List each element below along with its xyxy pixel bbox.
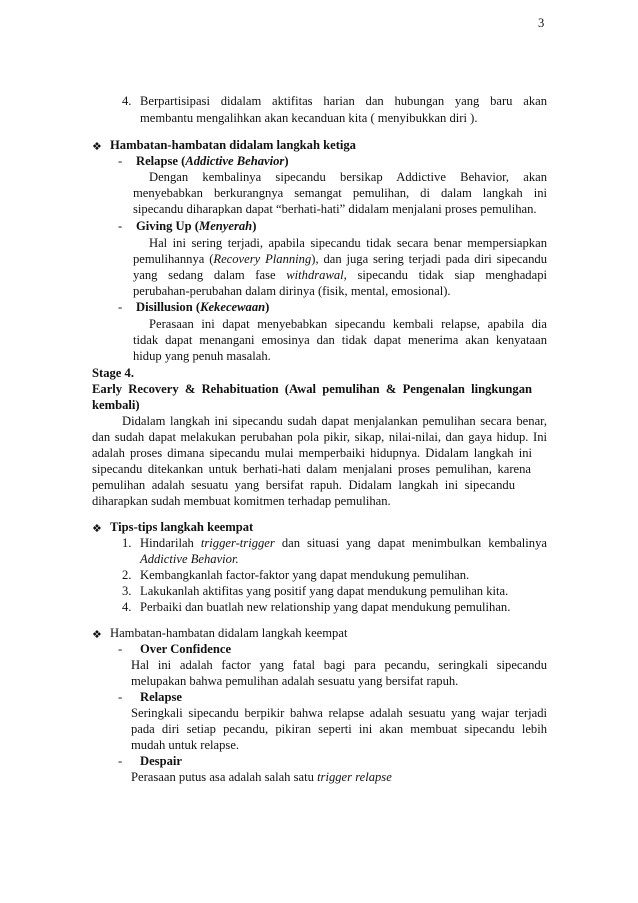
stage-label: Stage 4. (92, 366, 134, 380)
italic-term: trigger relapse (317, 770, 392, 784)
paragraph-line: hidup yang penuh masalah. (133, 349, 271, 363)
paragraph-line: perubahan-perubahan dalam dirinya (fisik, mental, emosional). (133, 284, 451, 298)
term-bracket: ) (284, 154, 289, 168)
diamond-bullet-icon: ❖ (92, 522, 102, 535)
stage-title: kembali) (92, 398, 140, 412)
paragraph-line: pada diri setiap pecandu, pikiran seperti ini akan membuat sipecandu lebih (131, 722, 547, 736)
list-item-text: Berpartisipasi didalam aktifitas harian dan hubungan yang baru akan (140, 94, 547, 108)
term: Menyerah (199, 219, 253, 233)
subheading-giving-up (136, 219, 256, 234)
paragraph-line: dan sudah dapat melakukan perubahan pola pikir, sikap, nilai-nilai, dan gaya hidup. Ini (92, 430, 547, 444)
term-bracket: ) (265, 300, 270, 314)
list-number: 4. (122, 94, 132, 108)
subheading-title: Giving Up (136, 219, 192, 233)
text-run: Hindarilah (140, 536, 194, 550)
paragraph-line: tidak dapat menangani emosinya dan tidak dapat menerima akan kenyataan (133, 333, 547, 347)
term-bracket: ( (194, 219, 199, 233)
stage-title: Early Recovery & Rehabituation (Awal pemulihan & Pengenalan lingkungan (92, 382, 532, 396)
list-item-text (140, 536, 547, 551)
paragraph-line: Seringkali sipecandu berpikir bahwa relapse adalah sesuatu yang wajar terjadi (131, 706, 547, 720)
text-run: pemulihannya ( (133, 252, 214, 266)
list-number: 3. (122, 584, 132, 598)
list-item-text: membantu mengalihkan akan kecanduan kita ( menyibukkan diri ). (140, 111, 478, 125)
list-number: 4. (122, 600, 132, 614)
term-bracket: ) (252, 219, 257, 233)
dash-bullet: - (118, 300, 123, 314)
section-heading: Hambatan-hambatan didalam langkah keempat (110, 626, 348, 640)
paragraph-line: menyebabkan berkurangnya semangat pemulihan, di dalam langkah ini (133, 186, 547, 200)
term: Kekecewaan (200, 300, 266, 314)
term-bracket: ( (181, 154, 186, 168)
paragraph-line: sipecandu ditekankan untuk berhati-hati dalam menjalani proses pemulihan, karena (92, 462, 531, 476)
list-number: 2. (122, 568, 132, 582)
paragraph-line: adalah proses dimana sipecandu mulai memperbaiki hidupnya. Didalam langkah ini (92, 446, 532, 460)
dash-bullet: - (118, 690, 123, 704)
dash-bullet: - (118, 754, 123, 768)
subheading-title: Relapse (136, 154, 178, 168)
page-number: 3 (538, 16, 545, 30)
paragraph-line (133, 268, 547, 283)
subheading-disillusion (136, 300, 269, 315)
italic-term: trigger-trigger (200, 536, 275, 550)
list-number: 1. (122, 536, 132, 550)
italic-term: withdrawal, (286, 268, 347, 282)
dash-bullet: - (118, 154, 123, 168)
text-run: sipecandu tidak siap menghadapi (357, 268, 547, 282)
section-heading: Tips-tips langkah keempat (110, 520, 254, 534)
diamond-bullet-icon: ❖ (92, 140, 102, 153)
text-run: yang sedang dalam fase (133, 268, 276, 282)
paragraph-line: Hal ini sering terjadi, apabila sipecandu tidak secara benar mempersiapkan (149, 236, 547, 250)
paragraph-line: sipecandu diharapkan dapat “berhati-hati” didalam menjalani proses pemulihan. (133, 202, 537, 216)
text-run: dan situasi yang dapat menimbulkan kembalinya (281, 536, 547, 550)
paragraph-line: melupakan bahwa pemulihan adalah sesuatu yang bersifat rapuh. (131, 674, 459, 688)
text-run: ), dan juga sering terjadi pada diri sipecandu (311, 252, 547, 266)
dash-bullet: - (118, 642, 123, 656)
paragraph-line: mudah untuk relapse. (131, 738, 240, 752)
subheading-title: Relapse (140, 690, 182, 704)
list-item-text: Lakukanlah aktifitas yang positif yang dapat mendukung pemulihan kita. (140, 584, 509, 598)
dash-bullet: - (118, 219, 123, 233)
paragraph-line (131, 770, 392, 785)
subheading-relapse (136, 154, 289, 169)
paragraph-line: Hal ini adalah factor yang fatal bagi para pecandu, seringkali sipecandu (131, 658, 547, 672)
list-item-text: Addictive Behavior. (140, 552, 239, 566)
italic-term: Recovery Planning (213, 252, 312, 266)
subheading-title: Over Confidence (140, 642, 232, 656)
section-heading: Hambatan-hambatan didalam langkah ketiga (110, 138, 356, 152)
paragraph-line (133, 252, 547, 267)
paragraph-line: diharapkan sudah membuat komitmen terhadap pemulihan. (92, 494, 391, 508)
paragraph-line: Perasaan ini dapat menyebabkan sipecandu kembali relapse, apabila dia (149, 317, 547, 331)
diamond-bullet-icon: ❖ (92, 628, 102, 641)
paragraph-line: Dengan kembalinya sipecandu bersikap Addictive Behavior, akan (149, 170, 547, 184)
term-bracket: ( (195, 300, 201, 314)
paragraph-line: Didalam langkah ini sipecandu sudah dapat menjalankan pemulihan secara benar, (122, 414, 547, 428)
subheading-title: Despair (140, 754, 182, 768)
list-item-text: Perbaiki dan buatlah new relationship yang dapat mendukung pemulihan. (140, 600, 511, 614)
term: Addictive Behavior (185, 154, 285, 168)
paragraph-line: pemulihan adalah sesuatu yang bersifat rapuh. Didalam langkah ini sipecandu (92, 478, 515, 492)
text-run: Perasaan putus asa adalah salah satu (131, 770, 314, 784)
list-item-text: Kembangkanlah factor-faktor yang dapat mendukung pemulihan. (140, 568, 470, 582)
subheading-title: Disillusion (136, 300, 193, 314)
